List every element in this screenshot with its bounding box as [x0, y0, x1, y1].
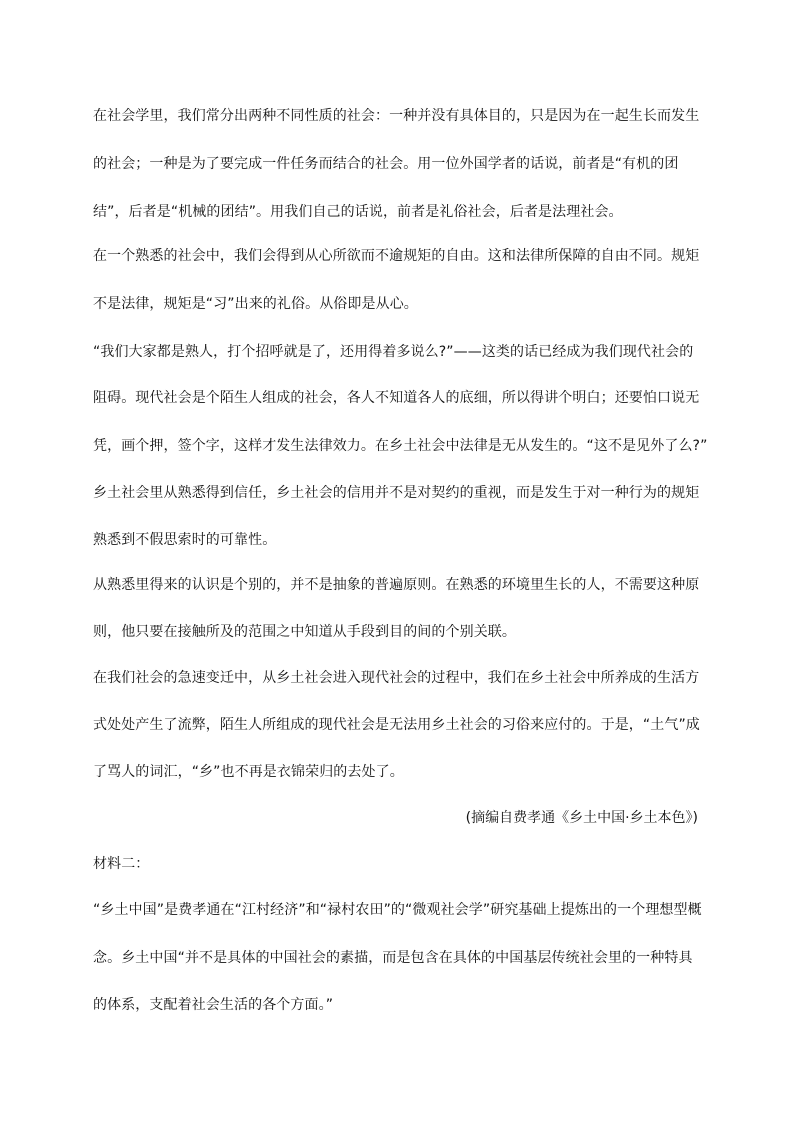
paragraph-line: 念。乡土中国“并不是具体的中国社会的素描，而是包含在具体的中国基层传统社会里的一种特具: [93, 950, 693, 966]
paragraph-line: “我们大家都是熟人，打个招呼就是了，还用得着多说么?”——这类的话已经成为我们现代社会的: [93, 344, 694, 360]
paragraph-line: 的体系，支配着社会生活的各个方面。”: [93, 997, 334, 1013]
paragraph-line: “乡土中国”是费孝通在“江村经济”和“禄村农田”的“微观社会学”研究基础上提炼出的一个理想型概: [93, 902, 702, 918]
paragraph-line: 凭，画个押，签个字，这样才发生法律效力。在乡土社会中法律是无从发生的。“这不是见外了么?”: [93, 438, 708, 454]
paragraph-line: 阻碍。现代社会是个陌生人组成的社会，各人不知道各人的底细，所以得讲个明白；还要怕口说无: [93, 390, 700, 406]
paragraph-line: 不是法律，规矩是“习”出来的礼俗。从俗即是从心。: [93, 296, 418, 312]
paragraph-line: 的社会；一种是为了要完成一件任务而结合的社会。用一位外国学者的话说，前者是“有机的团: [93, 156, 679, 172]
paragraph-line: 乡土社会里从熟悉得到信任，乡土社会的信用并不是对契约的重视，而是发生于对一种行为的规矩: [93, 485, 700, 501]
paragraph-line: 式处处产生了流弊，陌生人所组成的现代社会是无法用乡土社会的习俗来应付的。于是，“土气”成: [93, 717, 700, 733]
paragraph-line: 则，他只要在接触所及的范围之中知道从手段到目的间的个别关联。: [93, 624, 516, 640]
paragraph-line: 熟悉到不假思索时的可靠性。: [93, 532, 277, 548]
paragraph-line: 了骂人的词汇，“乡”也不再是衣锦荣归的去处了。: [93, 764, 404, 780]
paragraph-line: 在一个熟悉的社会中，我们会得到从心所欲而不逾规矩的自由。这和法律所保障的自由不同。规矩: [93, 248, 700, 264]
paragraph-line: 在社会学里，我们常分出两种不同性质的社会：一种并没有具体目的，只是因为在一起生长而发生: [93, 108, 700, 124]
paragraph-line: 从熟悉里得来的认识是个别的，并不是抽象的普遍原则。在熟悉的环境里生长的人，不需要这种原: [93, 577, 700, 593]
paragraph-line: 结”，后者是“机械的团结”。用我们自己的话说，前者是礼俗社会，后者是法理社会。: [93, 204, 623, 220]
source-citation: (摘编自费孝通《乡土中国·乡土本色》): [465, 810, 698, 826]
section-label: 材料二：: [93, 856, 150, 872]
paragraph-line: 在我们社会的急速变迁中，从乡土社会进入现代社会的过程中，我们在乡土社会中所养成的生活方: [93, 670, 700, 686]
